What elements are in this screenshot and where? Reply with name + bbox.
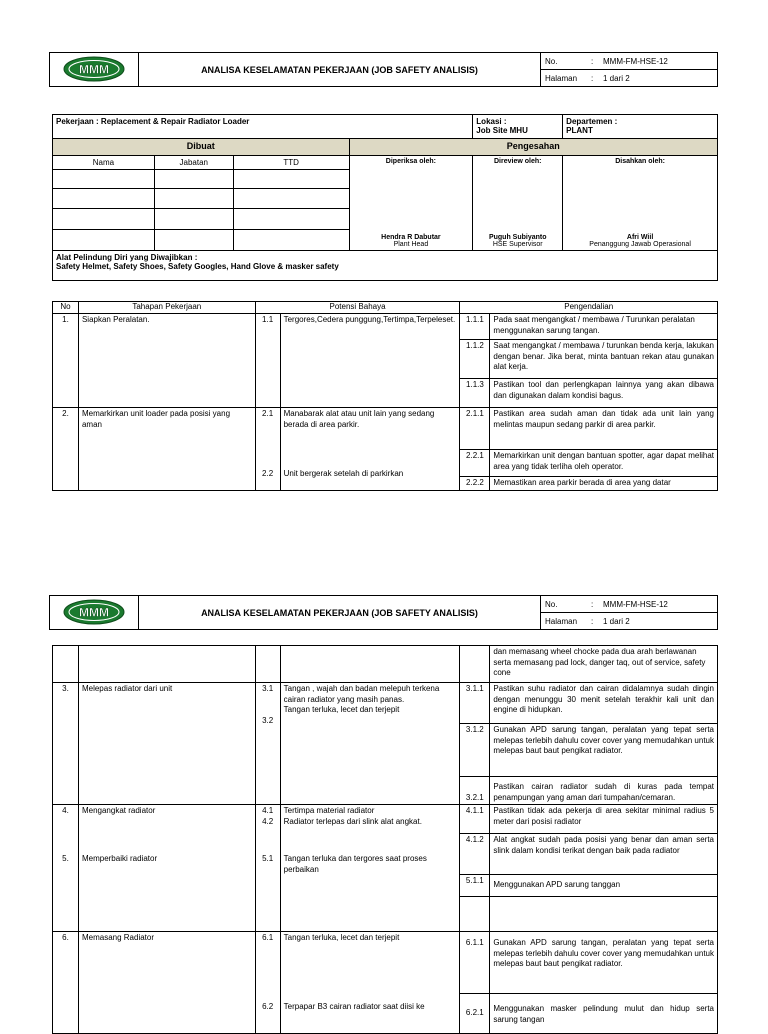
signer-name: Hendra R Dabutar <box>381 234 441 241</box>
hazard-number: 4.2 <box>262 816 274 826</box>
document-header <box>49 52 718 87</box>
header-control: Pengendalian <box>460 302 718 314</box>
job-name: Pekerjaan : Replacement & Repair Radiator Loader <box>53 115 473 139</box>
logo-text: MMM <box>79 605 109 619</box>
step-text: Melepas radiator dari unit <box>78 683 255 805</box>
col-jabatan: Jabatan <box>154 156 233 170</box>
control-text: Pada saat mengangkat / membawa / Turunkan peralatan menggunakan sarung tangan. <box>490 314 718 340</box>
hazard-number-cell <box>255 932 280 1034</box>
control-text: Alat angkat sudah pada posisi yang benar dan aman serta slink dalam kondisi terikat dengan baik pada radiator <box>490 834 718 875</box>
hazard-number-cell <box>255 408 280 491</box>
document-title: ANALISA KESELAMATAN PEKERJAAN (JOB SAFETY ANALISIS) <box>139 53 541 87</box>
signer-role: HSE Supervisor <box>492 241 543 248</box>
control-number: 3.2.1 <box>460 777 490 805</box>
control-text: Pastikan tidak ada pekerja di area sekitar minimal radius 5 meter dari posisi radiator <box>490 805 718 834</box>
hazard-text: Unit bergerak setelah di parkirkan <box>283 469 404 478</box>
hazard-text: Terpapar B3 cairan radiator saat diisi ke <box>283 1002 425 1011</box>
control-text: Pastikan cairan radiator sudah di kuras pada tempat penampungan yang aman dari tumpahan/cemaran. <box>490 777 718 805</box>
hazard-text: Manabarak alat atau unit lain yang sedang berada di area parkir. <box>283 409 435 429</box>
signer-name: Puguh Subiyanto <box>488 234 547 241</box>
logo-cell <box>50 596 139 630</box>
blank-cell <box>53 170 155 189</box>
control-number: 6.2.1 <box>460 994 490 1034</box>
hazard-text-cell <box>280 805 460 932</box>
dibuat-heading: Dibuat <box>53 139 350 156</box>
hazard-text-cell <box>280 932 460 1034</box>
step-number: 4. <box>62 806 69 815</box>
blank-cell <box>460 646 490 683</box>
blank-cell <box>154 209 233 230</box>
blank-cell <box>233 209 349 230</box>
step-number: 2. <box>53 408 79 491</box>
step-number: 5. <box>62 854 69 863</box>
blank-cell <box>233 170 349 189</box>
control-text: Menggunakan masker pelindung mulut dan hidup serta sarung tangan <box>490 994 718 1034</box>
control-text: Menggunakan APD sarung tanggan <box>490 875 718 897</box>
control-number: 1.1.1 <box>460 314 490 340</box>
pengesahan-heading: Pengesahan <box>349 139 718 156</box>
signature-reviewed: Direview oleh: Puguh Subiyanto HSE Supervisor <box>473 156 563 251</box>
page-number: Halaman : 1 dari 2 <box>541 613 718 630</box>
step-text: Memasang Radiator <box>78 932 255 1034</box>
col-ttd: TTD <box>233 156 349 170</box>
job-info-table <box>52 114 718 281</box>
signature-checked: Diperiksa oleh: Hendra R Dabutar Plant Head <box>349 156 473 251</box>
step-number-cell <box>53 805 79 932</box>
blank-cell <box>53 646 79 683</box>
blank-cell <box>280 646 460 683</box>
control-text: Memastikan area parkir berada di area yang datar <box>490 477 718 491</box>
hazard-number: 2.2 <box>262 469 274 478</box>
hazard-text: Tergores,Cedera punggung,Tertimpa,Terpeleset. <box>280 314 460 408</box>
control-number: 3.1.1 <box>460 683 490 724</box>
blank-cell <box>255 646 280 683</box>
signer-role: Plant Head <box>393 241 429 248</box>
hazard-text: Tangan terluka dan tergores saat proses perbaikan <box>283 854 427 874</box>
step-number: 1. <box>53 314 79 408</box>
hazard-text-cell <box>280 683 460 805</box>
control-number: 2.1.1 <box>460 408 490 450</box>
blank-cell <box>154 230 233 251</box>
blank-cell <box>233 189 349 209</box>
header-hazard: Potensi Bahaya <box>255 302 460 314</box>
control-text: Saat mengangkat / membawa / turunkan benda kerja, lakukan dengan benar. Jika berat, minta bantuan rekan atau gunakan alat kerja. <box>490 340 718 379</box>
hazard-text: Tangan , wajah dan badan melepuh terkena cairan radiator yang masih panas. <box>283 684 440 704</box>
control-text: Pastikan area sudah aman dan tidak ada unit lain yang melintas maupun sedang parkir di area parkir. <box>490 408 718 450</box>
step-number: 6. <box>53 932 79 1034</box>
company-logo <box>63 599 125 625</box>
step-number: 3. <box>53 683 79 805</box>
jsa-table-1 <box>52 301 718 491</box>
control-number: 4.1.1 <box>460 805 490 834</box>
col-nama: Nama <box>53 156 155 170</box>
control-number: 1.1.3 <box>460 379 490 408</box>
step-text: Memperbaiki radiator <box>81 854 158 863</box>
department: Departemen : PLANT <box>563 115 718 139</box>
hazard-text: Tangan terluka, lecet dan terjepit <box>283 705 400 714</box>
control-number: 3.1.2 <box>460 724 490 777</box>
control-text: Gunakan APD sarung tangan, peralatan yang tepat serta melepas terlebih dahulu cover cover yang memudahkan untuk melepas baut baut pengikat radiator. <box>490 932 718 994</box>
document-title: ANALISA KESELAMATAN PEKERJAAN (JOB SAFETY ANALISIS) <box>139 596 541 630</box>
hazard-number: 4.1 <box>262 806 274 815</box>
hazard-number-cell <box>255 805 280 932</box>
step-text: Mengangkat radiator <box>81 806 156 815</box>
control-number: 2.2.2 <box>460 477 490 491</box>
control-text: Gunakan APD sarung tangan, peralatan yang tepat serta melepas terlebih dahulu cover cover yang memudahkan untuk melepas baut baut pengikat radiator. <box>490 724 718 777</box>
control-text: dan memasang wheel chocke pada dua arah berlawanan serta memasang pad lock, danger taq, out of service, safety cone <box>490 646 718 683</box>
hazard-number-cell <box>255 683 280 805</box>
control-number: 5.1.1 <box>460 875 490 897</box>
signer-role: Penanggung Jawab Operasional <box>589 241 691 248</box>
control-number: 6.1.1 <box>460 932 490 994</box>
document-header <box>49 595 718 630</box>
doc-number: No. : MMM-FM-HSE-12 <box>541 596 718 613</box>
blank-cell <box>154 189 233 209</box>
logo-text: MMM <box>79 62 109 76</box>
hazard-number: 6.2 <box>262 1002 274 1011</box>
step-text: Siapkan Peralatan. <box>78 314 255 408</box>
company-logo <box>63 56 125 82</box>
hazard-number: 2.1 <box>262 409 274 418</box>
control-text: Pastikan tool dan perlengkapan lainnya yang akan dibawa dan digunakan dalam kondisi bagus. <box>490 379 718 408</box>
step-text-cell <box>78 805 255 932</box>
blank-cell <box>233 230 349 251</box>
blank-cell <box>53 189 155 209</box>
blank-cell <box>154 170 233 189</box>
jsa-table-2 <box>52 645 718 1034</box>
blank-cell <box>78 646 255 683</box>
hazard-text: Tertimpa material radiator <box>283 806 375 815</box>
blank-cell <box>460 897 490 932</box>
page-number: Halaman : 1 dari 2 <box>541 70 718 87</box>
required-ppe: Alat Pelindung Diri yang Diwajibkan : Safety Helmet, Safety Shoes, Safety Googles, Hand Glove & masker safety <box>53 251 718 281</box>
control-number: 4.1.2 <box>460 834 490 875</box>
control-text: Pastikan suhu radiator dan cairan didalamnya sudah dingin dengan menunggu 30 menit setelah terakhir kali unit dan engine di hidupkan. <box>490 683 718 724</box>
step-text: Memarkirkan unit loader pada posisi yang aman <box>78 408 255 491</box>
blank-cell <box>490 897 718 932</box>
hazard-text: Radiator terlepas dari slink alat angkat. <box>283 816 422 826</box>
hazard-number: 1.1 <box>255 314 280 408</box>
header-step: Tahapan Pekerjaan <box>78 302 255 314</box>
doc-number: No. : MMM-FM-HSE-12 <box>541 53 718 70</box>
hazard-number: 3.2 <box>262 715 274 725</box>
blank-cell <box>53 209 155 230</box>
hazard-text: Tangan terluka, lecet dan terjepit <box>283 933 400 942</box>
control-number: 2.2.1 <box>460 450 490 477</box>
logo-cell <box>50 53 139 87</box>
blank-cell <box>53 230 155 251</box>
hazard-number: 5.1 <box>262 854 274 863</box>
hazard-number: 3.1 <box>262 684 274 693</box>
header-no: No <box>53 302 79 314</box>
signature-approved: Disahkan oleh: Afri Wiil Penanggung Jawab Operasional <box>563 156 718 251</box>
control-number: 1.1.2 <box>460 340 490 379</box>
location: Lokasi : Job Site MHU <box>473 115 563 139</box>
signer-name: Afri Wiil <box>626 234 654 241</box>
control-text: Memarkirkan unit dengan bantuan spotter, agar dapat melihat area yang tidak terliha oleh operator. <box>490 450 718 477</box>
hazard-text-cell <box>280 408 460 491</box>
hazard-number: 6.1 <box>262 933 274 942</box>
